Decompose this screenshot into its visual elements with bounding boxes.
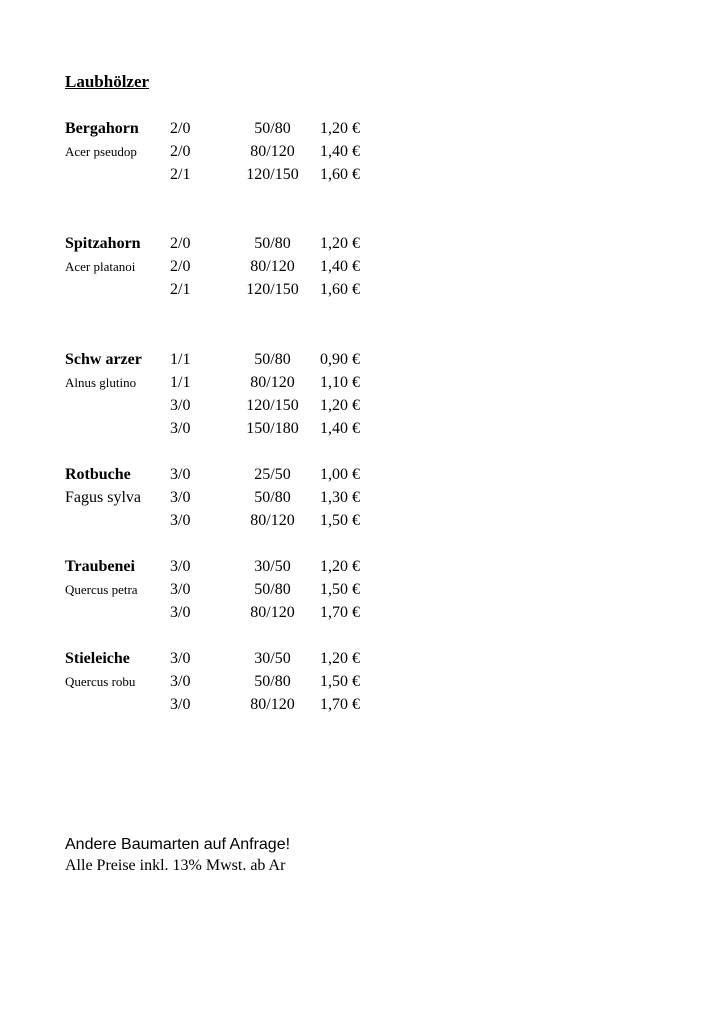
size-range: 120/150 xyxy=(246,397,299,414)
price: 1,20 € xyxy=(320,235,360,252)
size-range: 150/180 xyxy=(246,420,299,437)
price: 1,40 € xyxy=(320,143,360,160)
price-row xyxy=(0,670,724,693)
price-row xyxy=(0,509,724,532)
size-range: 80/120 xyxy=(250,374,295,391)
age-class: 3/0 xyxy=(170,420,191,437)
latin-name: Quercus petra xyxy=(65,582,138,597)
price-row xyxy=(0,117,724,140)
price: 1,40 € xyxy=(320,258,360,275)
age-class: 2/0 xyxy=(170,143,191,160)
common-name: Bergahorn xyxy=(65,120,139,137)
price: 1,40 € xyxy=(320,420,360,437)
price-row xyxy=(0,647,724,670)
size-range: 30/50 xyxy=(254,650,291,667)
price: 1,60 € xyxy=(320,281,360,298)
latin-name: Quercus robu xyxy=(65,674,136,689)
price: 1,50 € xyxy=(320,512,360,529)
price-row xyxy=(0,394,724,417)
price: 1,50 € xyxy=(320,673,360,690)
age-class: 3/0 xyxy=(170,650,191,667)
common-name: Traubenei xyxy=(65,558,135,575)
age-class: 3/0 xyxy=(170,673,191,690)
price-row xyxy=(0,693,724,716)
price: 1,50 € xyxy=(320,581,360,598)
latin-name: Acer pseudop xyxy=(65,144,137,159)
age-class: 2/1 xyxy=(170,166,191,183)
price-row xyxy=(0,140,724,163)
age-class: 1/1 xyxy=(170,351,191,368)
age-class: 3/0 xyxy=(170,581,191,598)
common-name: Stieleiche xyxy=(65,650,130,667)
price: 1,20 € xyxy=(320,650,360,667)
size-range: 80/120 xyxy=(250,258,295,275)
price-row xyxy=(0,348,724,371)
age-class: 1/1 xyxy=(170,374,191,391)
price-row xyxy=(0,163,724,186)
latin-name: Alnus glutino xyxy=(65,375,137,390)
age-class: 3/0 xyxy=(170,489,191,506)
size-range: 25/50 xyxy=(254,466,291,483)
size-range: 80/120 xyxy=(250,696,295,713)
footer-note-other-species: Andere Baumarten auf Anfrage! xyxy=(65,836,291,853)
size-range: 80/120 xyxy=(250,143,295,160)
size-range: 50/80 xyxy=(254,581,291,598)
species-group-spitzahorn xyxy=(0,232,724,301)
size-range: 50/80 xyxy=(254,489,291,506)
size-range: 30/50 xyxy=(254,558,291,575)
size-range: 50/80 xyxy=(254,235,291,252)
age-class: 3/0 xyxy=(170,558,191,575)
common-name: Rotbuche xyxy=(65,466,131,483)
species-group-stieleiche xyxy=(0,647,724,716)
age-class: 3/0 xyxy=(170,696,191,713)
price-row xyxy=(0,232,724,255)
age-class: 2/1 xyxy=(170,281,191,298)
price-row xyxy=(0,255,724,278)
species-group-traubeneiche xyxy=(0,555,724,624)
page-title: Laubhölzer xyxy=(65,72,150,91)
price-row xyxy=(0,486,724,509)
price-row xyxy=(0,371,724,394)
common-name: Spitzahorn xyxy=(65,235,141,252)
size-range: 80/120 xyxy=(250,604,295,621)
age-class: 2/0 xyxy=(170,235,191,252)
common-name: Schw arzer xyxy=(65,351,142,368)
size-range: 50/80 xyxy=(254,673,291,690)
species-group-bergahorn xyxy=(0,117,724,186)
price-row xyxy=(0,601,724,624)
footer-note-prices: Alle Preise inkl. 13% Mwst. ab Ar xyxy=(65,857,286,874)
price: 0,90 € xyxy=(320,351,360,368)
price-row xyxy=(0,578,724,601)
price-row xyxy=(0,417,724,440)
size-range: 120/150 xyxy=(246,166,299,183)
age-class: 3/0 xyxy=(170,397,191,414)
price: 1,70 € xyxy=(320,604,360,621)
age-class: 3/0 xyxy=(170,604,191,621)
species-group-schwarzerle xyxy=(0,348,724,440)
price: 1,30 € xyxy=(320,489,360,506)
price-row xyxy=(0,463,724,486)
age-class: 2/0 xyxy=(170,120,191,137)
price: 1,70 € xyxy=(320,696,360,713)
price: 1,20 € xyxy=(320,558,360,575)
size-range: 50/80 xyxy=(254,120,291,137)
age-class: 3/0 xyxy=(170,512,191,529)
species-group-rotbuche xyxy=(0,463,724,532)
age-class: 3/0 xyxy=(170,466,191,483)
price-row xyxy=(0,278,724,301)
size-range: 50/80 xyxy=(254,351,291,368)
latin-name: Fagus sylva xyxy=(65,489,141,506)
age-class: 2/0 xyxy=(170,258,191,275)
size-range: 120/150 xyxy=(246,281,299,298)
price: 1,10 € xyxy=(320,374,360,391)
price: 1,20 € xyxy=(320,120,360,137)
latin-name: Acer platanoi xyxy=(65,259,136,274)
price-row xyxy=(0,555,724,578)
size-range: 80/120 xyxy=(250,512,295,529)
price: 1,20 € xyxy=(320,397,360,414)
price: 1,60 € xyxy=(320,166,360,183)
price: 1,00 € xyxy=(320,466,360,483)
